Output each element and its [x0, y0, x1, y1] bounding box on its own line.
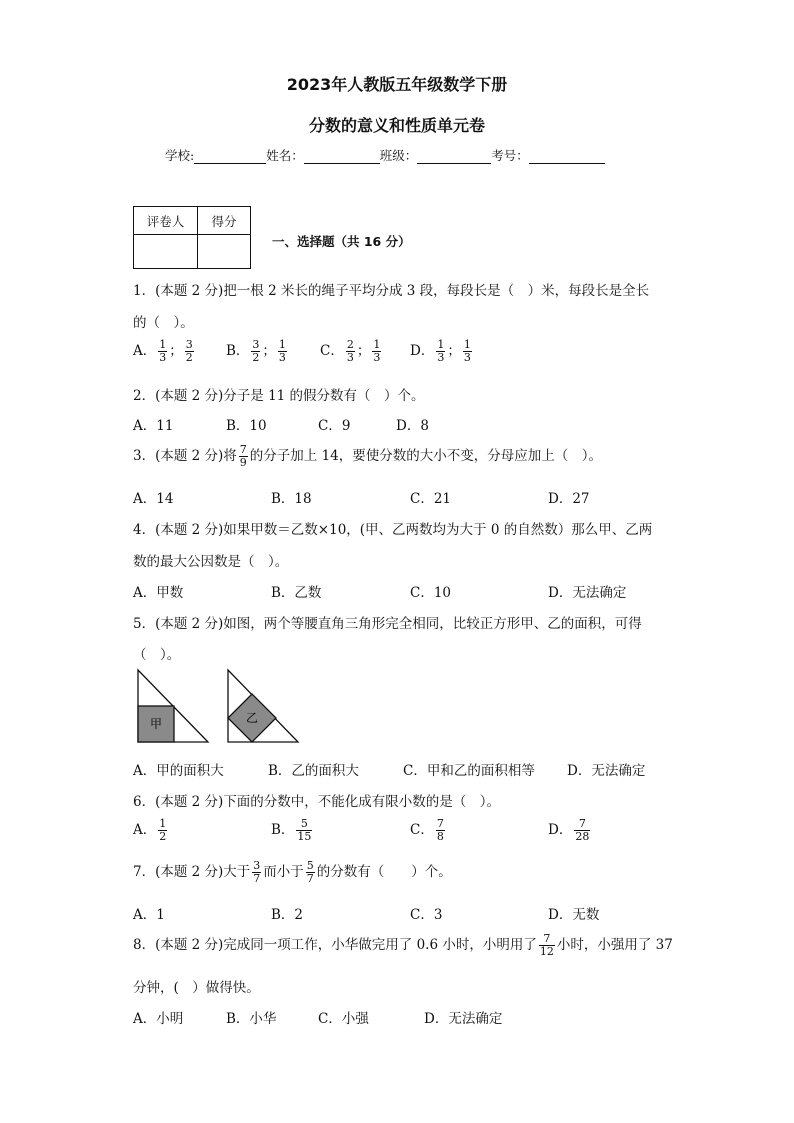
q4-option-d[interactable]: D．无法确定	[548, 585, 627, 601]
q8-option-a[interactable]: A．小明	[133, 1011, 184, 1027]
q6-option-b[interactable]: B． $\frac{5}{15}$	[271, 817, 312, 843]
question-8-line2: 分钟，( ）做得快。	[133, 980, 260, 996]
school-label: 学校:	[165, 148, 195, 163]
q8-option-c[interactable]: C．小强	[318, 1011, 369, 1027]
q5-option-c[interactable]: C．甲和乙的面积相等	[403, 763, 535, 779]
q7-option-d[interactable]: D．无数	[548, 907, 600, 923]
student-info-line	[165, 146, 605, 164]
score-table	[133, 206, 251, 269]
label-jia: 甲	[149, 717, 163, 731]
question-1-line1: 1．(本题 2 分)把一根 2 米长的绳子平均分成 3 段，每段长是（ ）米，每段长是全长	[133, 283, 650, 299]
exam-no-label: 考号：	[491, 148, 529, 163]
q2-option-c[interactable]: C．9	[318, 418, 351, 434]
page-title: 2023年人教版五年级数学下册	[286, 75, 508, 94]
label-yi: 乙	[245, 711, 259, 725]
q4-option-c[interactable]: C．10	[410, 585, 452, 601]
q7-option-b[interactable]: B．2	[271, 907, 304, 923]
q3-option-a[interactable]: A．14	[133, 491, 174, 507]
q7-option-a[interactable]: A．1	[133, 907, 165, 923]
q8-option-d[interactable]: D．无法确定	[424, 1011, 503, 1027]
q5-option-b[interactable]: B．乙的面积大	[268, 763, 359, 779]
q1-option-c[interactable]: C． $\frac{2}{3}$ ； $\frac{1}{3}$	[320, 338, 381, 364]
question-6: 6．(本题 2 分)下面的分数中，不能化成有限小数的是（ ）。	[133, 794, 501, 810]
q3-option-d[interactable]: D．27	[548, 491, 590, 507]
question-4-line2: 数的最大公因数是（ ）。	[133, 554, 289, 570]
q5-option-a[interactable]: A．甲的面积大	[133, 763, 224, 779]
q4-option-a[interactable]: A．甲数	[133, 585, 184, 601]
q6-option-d[interactable]: D． $\frac{7}{28}$	[548, 817, 590, 843]
question-8-line1: 8．(本题 2 分)完成同一项工作，小华做完用了 0.6 小时，小明用了 $\frac{7}{12}$ 小时，小强用了 37	[133, 932, 673, 958]
q3-option-b[interactable]: B．18	[271, 491, 312, 507]
class-label: 班级：	[379, 148, 418, 163]
q6-option-c[interactable]: C． $\frac{7}{8}$	[410, 817, 444, 843]
question-2: 2．(本题 2 分)分子是 11 的假分数有（ ）个。	[133, 388, 425, 404]
q8-option-b[interactable]: B．小华	[226, 1011, 277, 1027]
q7-option-c[interactable]: C．3	[410, 907, 443, 923]
question-7: 7．(本题 2 分)大于 $\frac{3}{7}$ 而小于 $\frac{5}{7}$ 的分数有（ ）个。	[133, 859, 452, 885]
reviewer-cell[interactable]	[134, 235, 198, 269]
name-label: 姓名：	[266, 148, 304, 163]
q2-option-b[interactable]: B．10	[226, 418, 267, 434]
score-header: 得分	[198, 207, 251, 235]
q5-figure	[130, 666, 310, 748]
question-4-line1: 4．(本题 2 分)如果甲数＝乙数×10，(甲、乙两数均为大于 0 的自然数）那么甲、乙两	[133, 522, 653, 538]
q6-option-a[interactable]: A． $\frac{1}{2}$	[133, 817, 167, 843]
q5-option-d[interactable]: D．无法确定	[567, 763, 646, 779]
section-title: 一、选择题（共 16 分）	[272, 234, 411, 249]
question-5-line1: 5．(本题 2 分)如图，两个等腰直角三角形完全相同，比较正方形甲、乙的面积，可得	[133, 616, 642, 632]
page-subtitle: 分数的意义和性质单元卷	[308, 116, 485, 135]
reviewer-header: 评卷人	[134, 207, 198, 235]
question-5-line2: （ ）。	[133, 647, 181, 663]
name-blank[interactable]	[304, 150, 380, 164]
exam-no-blank[interactable]	[529, 150, 605, 164]
question-1-line2: 的（ ）。	[133, 315, 194, 331]
q1-option-b[interactable]: B． $\frac{3}{2}$ ； $\frac{1}{3}$	[226, 338, 286, 364]
q4-option-b[interactable]: B．乙数	[271, 585, 322, 601]
question-3: 3．(本题 2 分)将 $\frac{7}{9}$ 的分子加上 14，要使分数的大小不变，分母应加上（ ）。	[133, 443, 603, 469]
score-cell[interactable]	[198, 235, 251, 269]
q2-option-a[interactable]: A．11	[133, 418, 174, 434]
q3-option-c[interactable]: C．21	[410, 491, 452, 507]
class-blank[interactable]	[417, 150, 491, 164]
q2-option-d[interactable]: D．8	[396, 418, 429, 434]
school-blank[interactable]	[194, 150, 266, 164]
q1-option-a[interactable]: A． $\frac{1}{3}$ ； $\frac{3}{2}$	[133, 338, 193, 364]
q1-option-d[interactable]: D． $\frac{1}{3}$ ； $\frac{1}{3}$	[410, 338, 471, 364]
